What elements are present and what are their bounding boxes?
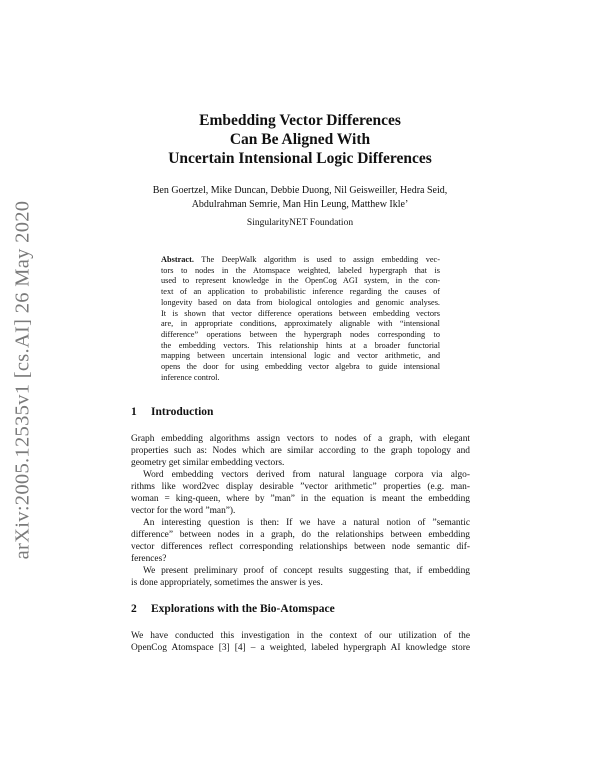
author-line: Ben Goertzel, Mike Duncan, Debbie Duong, Nil Geisweiller, Hedra Seid, xyxy=(152,185,448,196)
text-line: geometry get similar embedding vectors. xyxy=(131,458,285,469)
intro-paragraph-1 xyxy=(131,433,470,469)
abstract-line: used to represent knowledge in the OpenCog AGI system, in the con- xyxy=(161,276,440,286)
affiliation: SingularityNET Foundation xyxy=(246,218,354,228)
text-line: vector differences reflect corresponding relationships between node semantic dif- xyxy=(131,542,470,553)
intro-paragraph-2 xyxy=(131,469,470,517)
bio-atomspace-paragraph-1 xyxy=(131,630,470,654)
abstract-line: opens the door for using embedding vector algebra to guide intensional xyxy=(161,362,440,372)
intro-paragraph-4 xyxy=(131,565,470,589)
section-heading-bio-atomspace xyxy=(131,603,335,615)
abstract-line: It is shown that vector difference operations between embedding vectors xyxy=(161,308,440,318)
abstract-line: difference” operations between the hypergraph nodes corresponding to xyxy=(161,329,440,339)
text-line: An interesting question is then: If we have a natural notion of ”semantic xyxy=(143,518,470,528)
section-title: Introduction xyxy=(151,406,214,418)
text-line: vector for the word ”man”). xyxy=(131,506,236,517)
text-line: OpenCog Atomspace [3] [4] – a weighted, labeled hypergraph AI knowledge store xyxy=(131,643,470,654)
text-line: Word embedding vectors derived from natural language corpora via algo- xyxy=(143,470,470,480)
text-line: Graph embedding algorithms assign vectors to nodes of a graph, with elegant xyxy=(131,434,470,444)
section-heading-introduction xyxy=(131,406,213,418)
text-line: rithms like word2vec display desirable ”vector arithmetic” properties (e.g. man- xyxy=(131,482,470,493)
arxiv-sidebar-stamp xyxy=(8,200,38,560)
author-list xyxy=(100,184,500,212)
abstract-line: Abstract. The DeepWalk algorithm is used to assign embedding vec- xyxy=(161,255,440,264)
abstract-line: tors to nodes in the Atomspace weighted, labeled hypergraph that is xyxy=(161,265,440,275)
arxiv-identifier: arXiv:2005.12535v1 [cs.AI] 26 May 2020 xyxy=(11,200,34,560)
text-line: properties such as: Nodes which are similar according to the graph topology and xyxy=(131,446,470,457)
title-line: Embedding Vector Differences xyxy=(199,112,401,129)
text-line: difference” between nodes in a graph, do the relationships between embedding xyxy=(131,530,470,541)
abstract-block xyxy=(161,255,440,383)
title-line: Uncertain Intensional Logic Differences xyxy=(168,150,432,167)
text-line: woman = king-queen, where by ”man” in the equation is meant the embedding xyxy=(131,494,470,505)
title-line: Can Be Aligned With xyxy=(229,131,371,148)
section-number: 1 xyxy=(131,406,137,418)
abstract-label: Abstract. xyxy=(161,255,194,264)
section-title: Explorations with the Bio-Atomspace xyxy=(151,603,335,615)
author-line: Abdulrahman Semrie, Man Hin Leung, Matthew Ikle’ xyxy=(191,199,409,210)
text-line: We have conducted this investigation in the context of our utilization of the xyxy=(131,631,470,641)
abstract-line: the embedding vectors. This relationship hints at a broader functorial xyxy=(161,340,440,350)
abstract-line: longevity based on data from biological ontologies and genomic analyses. xyxy=(161,297,440,307)
paper-title xyxy=(100,111,500,168)
text-line: We present preliminary proof of concept results suggesting that, if embedding xyxy=(143,566,470,576)
abstract-line: are, in appropriate conditions, approximately alignable with “intensional xyxy=(161,319,440,329)
section-number: 2 xyxy=(131,603,137,615)
abstract-line: mapping between uncertain intensional logic and vector arithmetic, and xyxy=(161,351,440,361)
abstract-line: text of an application to probabilistic inference regarding the causes of xyxy=(161,287,440,297)
text-line: ferences? xyxy=(131,554,167,565)
intro-paragraph-3 xyxy=(131,517,470,565)
abstract-line: inference control. xyxy=(161,372,220,382)
text-line: is done appropriately, sometimes the answer is yes. xyxy=(131,578,323,589)
